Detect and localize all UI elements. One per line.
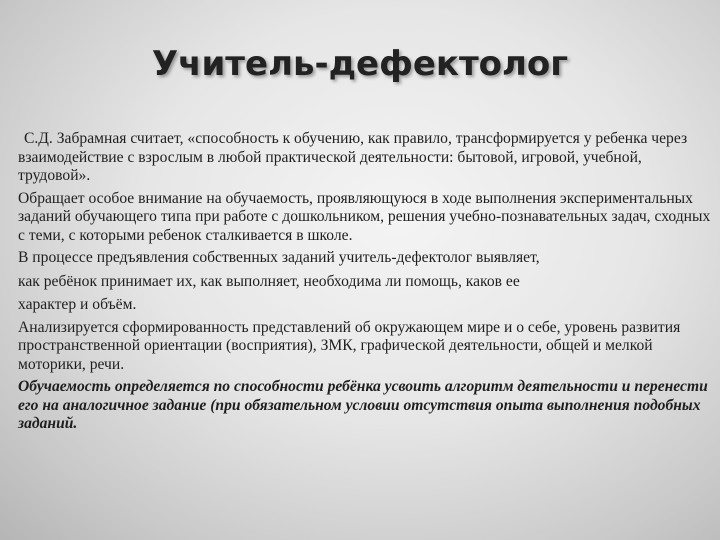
paragraph-conclusion: Обучаемость определяется по способности ребёнка усвоить алгоритм деятельности и перенести его на аналогичное задание (при обязательном условии отсутствия опыта выполнения подобных заданий. (18, 378, 708, 432)
paragraph-tasks-line-2: как ребёнок принимает их, как выполняет, необходима ли помощь, каков ее (18, 272, 520, 290)
paragraph-zabramnaya-quote: С.Д. Забрамная считает, «способность к обучению, как правило, трансформируется у ребенка через взаимодействие с взрослым в любой практической деятельности: бытовой, игровой, учебной, трудовой». (18, 130, 688, 184)
paragraph-tasks-line-1: В процессе предъявления собственных заданий учитель-дефектолог выявляет, (18, 249, 540, 266)
paragraph-tasks-line-3: характер и объём. (18, 296, 137, 313)
slide-body (18, 130, 714, 434)
paragraph-learnability: Обращает особое внимание на обучаемость, проявляющуюся в ходе выполнения экспериментальных заданий обучающего типа при работе с дошкольником, решения учебно-познавательных задач, сходных с теми, с которыми ребенок сталкивается в школе. (18, 189, 711, 244)
slide-title: Учитель-дефектолог (151, 44, 569, 84)
paragraph-analysis: Анализируется сформированность представлений об окружающем мире и о себе, уровень развития пространственной ориентации (восприятия), ЗМК, графической деятельности, общей и мелкой моторики, речи. (18, 318, 681, 373)
